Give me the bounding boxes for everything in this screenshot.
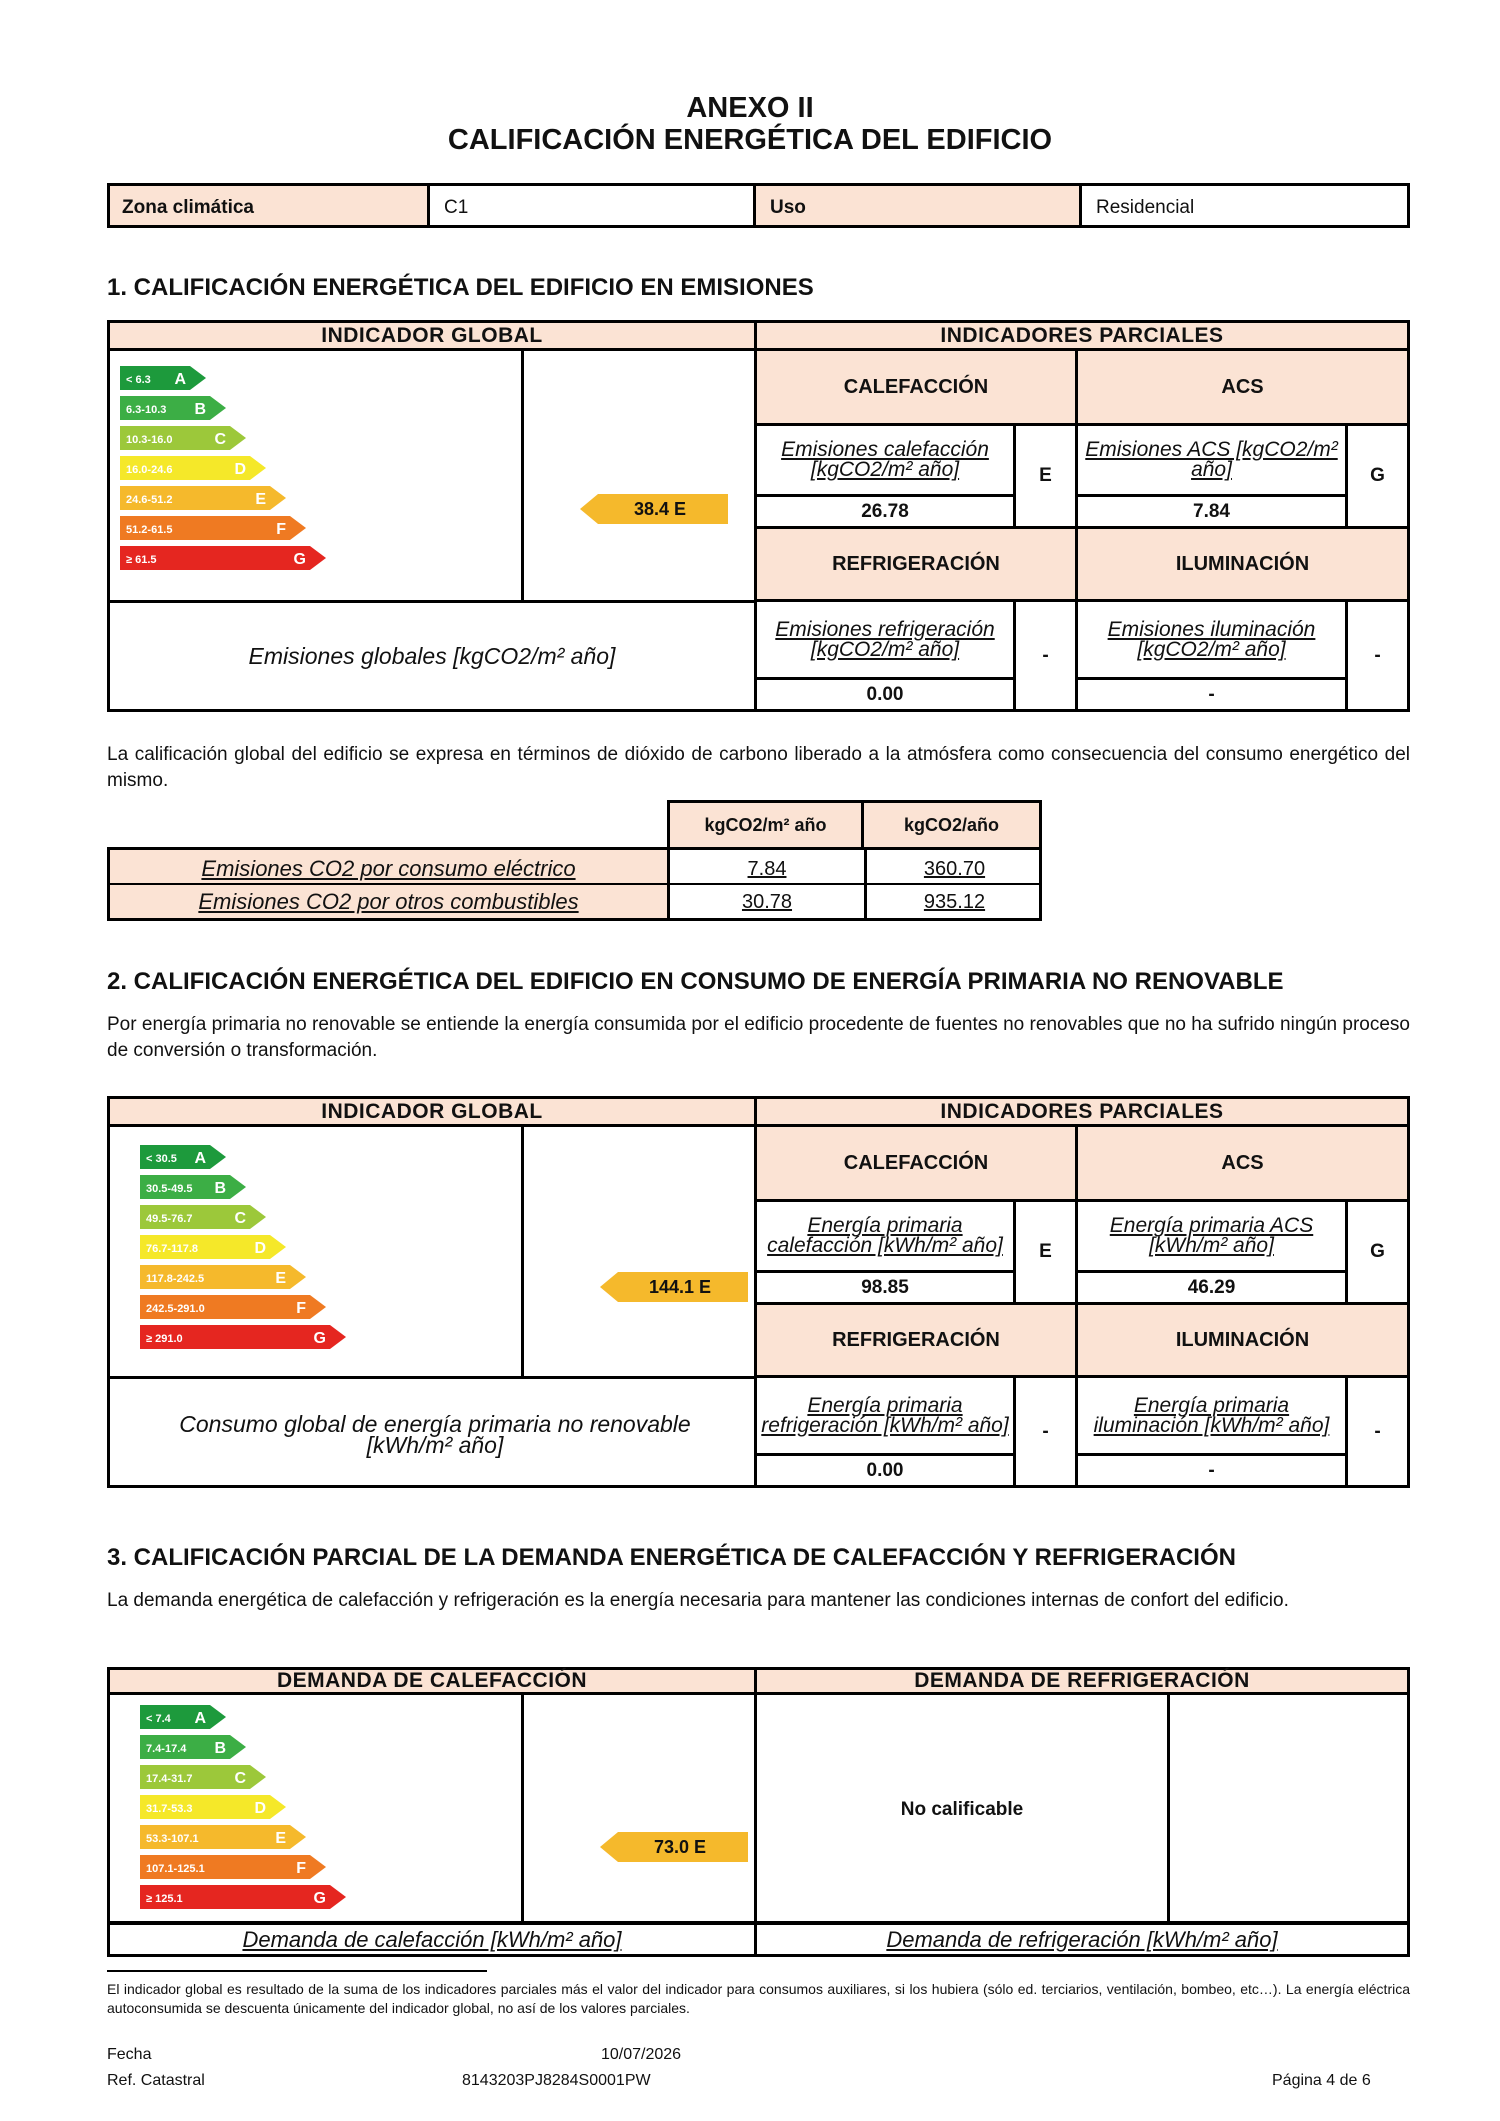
s3-rating-arrow <box>600 1830 750 1864</box>
scale-bar-f <box>120 516 306 540</box>
scale-bar-c <box>140 1205 266 1229</box>
title-line1: ANEXO II <box>686 92 814 124</box>
s2-calef-label: Energía primaria calefacción [kWh/m² año] <box>767 1214 1003 1257</box>
s2-refrig-header: REFRIGERACIÓN <box>832 1328 1000 1351</box>
s3-heat-caption: Demanda de calefacción [kWh/m² año] <box>242 1926 622 1952</box>
scale-bar-b <box>140 1175 246 1199</box>
footer-page: Página 4 de 6 <box>1272 2072 1371 2089</box>
s3-not-rated: No calificable <box>900 1799 1024 1820</box>
scale-bar-f <box>140 1295 326 1319</box>
scale-range-label: 10.3-16.0 <box>126 434 173 446</box>
s1-ilum-label: Emisiones iluminación [kgCO2/m² año] <box>1107 617 1316 661</box>
scale-range-label: 24.6-51.2 <box>126 494 173 506</box>
scale-letter: E <box>255 491 266 508</box>
scale-bar-e <box>140 1265 306 1289</box>
scale-letter: A <box>174 371 186 388</box>
scale-range-label: 16.0-24.6 <box>126 464 173 476</box>
s2-paragraph: Por energía primaria no renovable se entiende la energía consumida por el edificio procedente de fuentes no renovables que no ha sufrido ningún proceso de conversión o transformación. <box>107 1014 1410 1061</box>
s1-partial-header: INDICADORES PARCIALES <box>757 323 1407 348</box>
s1-refrig-letter: - <box>1042 644 1049 666</box>
scale-letter: F <box>276 521 286 538</box>
scale-bar-g <box>140 1885 346 1909</box>
s1-calef-value: 26.78 <box>861 500 909 522</box>
scale-range-label: ≥ 125.1 <box>146 1893 183 1905</box>
s1-calef-label: Emisiones calefacción [kgCO2/m² año] <box>781 438 989 481</box>
scale-letter: G <box>293 551 306 568</box>
uso-label-cell <box>756 186 1082 225</box>
scale-bar-f <box>140 1855 326 1879</box>
scale-bar-a <box>140 1705 226 1729</box>
zona-label-cell <box>110 186 430 225</box>
rating-value: 73.0 E <box>653 1837 707 1857</box>
rating-arrow-shape <box>600 1832 748 1862</box>
scale-letter: G <box>313 1330 326 1347</box>
s1-global-header: INDICADOR GLOBAL <box>110 323 757 348</box>
s2-acs-header: ACS <box>1221 1151 1264 1174</box>
s2-rating-arrow <box>600 1270 750 1304</box>
rating-value: 144.1 E <box>648 1277 712 1297</box>
s2-ilum-letter: - <box>1374 1420 1381 1442</box>
s3-heat-header: DEMANDA DE CALEFACCIÓN <box>110 1670 757 1692</box>
s2-ilum-label: Energía primaria iluminación [kWh/m² año] <box>1093 1393 1330 1437</box>
s1-calef-header: CALEFACCIÓN <box>843 375 989 398</box>
s2-acs-label: Energía primaria ACS [kWh/m² año] <box>1109 1214 1314 1257</box>
scale-letter: G <box>313 1890 326 1907</box>
footer-ref-label: Ref. Catastral <box>107 2072 205 2089</box>
s1-calef-letter: E <box>1039 465 1052 486</box>
section3-heading: 3. CALIFICACIÓN PARCIAL DE LA DEMANDA ENERGÉTICA DE CALEFACCIÓN Y REFRIGERACIÓN <box>107 1544 1236 1571</box>
scale-range-label: < 7.4 <box>146 1713 171 1725</box>
s1-refrig-label: Emisiones refrigeración [kgCO2/m² año] <box>775 617 995 661</box>
s1-ilum-header: ILUMINACIÓN <box>1175 552 1310 575</box>
rating-value: 38.4 E <box>633 499 687 519</box>
scale-letter: C <box>234 1210 246 1227</box>
scale-range-label: 117.8-242.5 <box>146 1273 205 1285</box>
s1-table-row2-v2: 935.12 <box>923 890 986 913</box>
s2-acs-value: 46.29 <box>1187 1276 1236 1298</box>
scale-letter: B <box>194 401 206 418</box>
s2-calef-header: CALEFACCIÓN <box>843 1151 989 1174</box>
scale-letter: D <box>254 1240 266 1257</box>
s1-table-row2-label: Emisiones CO2 por otros combustibles <box>198 889 579 914</box>
s1-table-row1-v2: 360.70 <box>923 857 986 880</box>
s2-refrig-letter: - <box>1042 1420 1049 1442</box>
scale-range-label: 17.4-31.7 <box>146 1773 193 1785</box>
s2-refrig-label: Energía primaria refrigeración [kWh/m² año] <box>761 1393 1009 1437</box>
s1-acs-letter: G <box>1370 465 1385 486</box>
footnote: El indicador global es resultado de la suma de los indicadores parciales más el valor del indicador para consumos auxiliares, si los hubiera (sólo ed. terciarios, ventilación, bombeo, etc…). La energía eléctrica autoconsumida se descuenta únicamente del indicador global, no así de los valores parciales. <box>107 1981 1410 2016</box>
s2-acs-letter: G <box>1370 1241 1385 1262</box>
s3-energy-scale <box>140 1705 520 1925</box>
s2-calef-value: 98.85 <box>861 1276 909 1298</box>
footer-fecha-label: Fecha <box>107 2046 152 2063</box>
scale-letter: B <box>214 1740 226 1757</box>
zona-value-cell <box>430 186 756 225</box>
title-line2: CALIFICACIÓN ENERGÉTICA DEL EDIFICIO <box>447 124 1053 156</box>
uso-label: Uso <box>770 197 806 218</box>
scale-bar-d <box>120 456 266 480</box>
scale-letter: C <box>234 1770 246 1787</box>
scale-bar-d <box>140 1795 286 1819</box>
scale-range-label: ≥ 61.5 <box>126 554 157 566</box>
s1-table-col2: kgCO2/año <box>864 803 1039 847</box>
scale-range-label: 49.5-76.7 <box>146 1213 193 1225</box>
s1-acs-header: ACS <box>1221 375 1264 398</box>
s1-refrig-value: 0.00 <box>866 683 904 705</box>
scale-range-label: < 30.5 <box>146 1153 177 1165</box>
s1-paragraph: La calificación global del edificio se expresa en términos de dióxido de carbono liberado a la atmósfera como consecuencia del consumo energético del mismo. <box>107 744 1410 791</box>
scale-range-label: 107.1-125.1 <box>146 1863 205 1875</box>
scale-range-label: 51.2-61.5 <box>126 524 173 536</box>
scale-letter: D <box>254 1800 266 1817</box>
s1-table-row1-label: Emisiones CO2 por consumo eléctrico <box>201 856 576 881</box>
rating-arrow-shape <box>600 1272 748 1302</box>
s1-table-col1: kgCO2/m² año <box>670 803 864 847</box>
s2-partial-indicators <box>757 1127 1407 1485</box>
uso-value-cell <box>1082 186 1407 225</box>
s1-partial-indicators <box>757 351 1407 709</box>
scale-bar-e <box>140 1825 306 1849</box>
scale-letter: A <box>194 1150 206 1167</box>
s3-cool-caption: Demanda de refrigeración [kWh/m² año] <box>886 1926 1278 1952</box>
scale-range-label: 242.5-291.0 <box>146 1303 205 1315</box>
scale-range-label: 30.5-49.5 <box>146 1183 193 1195</box>
scale-range-label: 7.4-17.4 <box>146 1743 187 1755</box>
rating-arrow-shape <box>580 494 728 524</box>
section1-heading: 1. CALIFICACIÓN ENERGÉTICA DEL EDIFICIO EN EMISIONES <box>107 274 814 301</box>
footnote-rule <box>107 1970 487 1972</box>
zona-label: Zona climática <box>122 197 254 218</box>
zona-value: C1 <box>444 197 469 218</box>
s2-energy-scale <box>140 1145 520 1365</box>
scale-bar-b <box>140 1735 246 1759</box>
scale-range-label: 53.3-107.1 <box>146 1833 199 1845</box>
scale-letter: B <box>214 1180 226 1197</box>
scale-bar-d <box>140 1235 286 1259</box>
s2-global-caption: Consumo global de energía primaria no renovable [kWh/m² año] <box>179 1411 691 1458</box>
s1-table-row1-v1: 7.84 <box>747 857 787 880</box>
s1-global-caption: Emisiones globales [kgCO2/m² año] <box>248 642 616 669</box>
s2-calef-letter: E <box>1039 1241 1052 1262</box>
s1-refrig-header: REFRIGERACIÓN <box>832 552 1000 575</box>
scale-bar-g <box>120 546 326 570</box>
s1-rating-arrow <box>580 492 730 526</box>
scale-range-label: 31.7-53.3 <box>146 1803 193 1815</box>
s3-paragraph: La demanda energética de calefacción y refrigeración es la energía necesaria para mantener las condiciones internas de confort del edificio. <box>107 1590 1289 1611</box>
s2-global-header: INDICADOR GLOBAL <box>110 1099 757 1124</box>
scale-range-label: 6.3-10.3 <box>126 404 167 416</box>
scale-bar-g <box>140 1325 346 1349</box>
uso-value: Residencial <box>1096 197 1195 218</box>
scale-range-label: < 6.3 <box>126 374 151 386</box>
scale-letter: A <box>194 1710 206 1727</box>
scale-letter: F <box>296 1300 306 1317</box>
scale-range-label: ≥ 291.0 <box>146 1333 183 1345</box>
scale-range-label: 76.7-117.8 <box>146 1243 198 1255</box>
footer-ref-value: 8143203PJ8284S0001PW <box>462 2072 651 2089</box>
s1-acs-value: 7.84 <box>1193 500 1230 522</box>
s1-ilum-value: - <box>1208 683 1215 705</box>
scale-bar-e <box>120 486 286 510</box>
scale-letter: C <box>214 431 226 448</box>
s1-table-row2-v1: 30.78 <box>741 890 793 913</box>
scale-bar-a <box>140 1145 226 1169</box>
s2-ilum-value: - <box>1208 1459 1215 1481</box>
scale-letter: D <box>234 461 246 478</box>
scale-bar-c <box>120 426 246 450</box>
scale-letter: E <box>275 1830 286 1847</box>
section2-heading: 2. CALIFICACIÓN ENERGÉTICA DEL EDIFICIO EN CONSUMO DE ENERGÍA PRIMARIA NO RENOVABLE <box>107 968 1284 995</box>
footer-fecha-value: 10/07/2026 <box>601 2046 682 2063</box>
scale-bar-c <box>140 1765 266 1789</box>
scale-letter: E <box>275 1270 286 1287</box>
s1-acs-label: Emisiones ACS [kgCO2/m² año] <box>1085 438 1338 481</box>
scale-letter: F <box>296 1860 306 1877</box>
s2-refrig-value: 0.00 <box>866 1459 904 1481</box>
s1-energy-scale <box>120 366 500 586</box>
s3-cool-header: DEMANDA DE REFRIGERACIÓN <box>757 1670 1407 1692</box>
scale-bar-a <box>120 366 206 390</box>
scale-bar-b <box>120 396 226 420</box>
s2-ilum-header: ILUMINACIÓN <box>1175 1328 1310 1351</box>
s1-ilum-letter: - <box>1374 644 1381 666</box>
s2-partial-header: INDICADORES PARCIALES <box>757 1099 1407 1124</box>
